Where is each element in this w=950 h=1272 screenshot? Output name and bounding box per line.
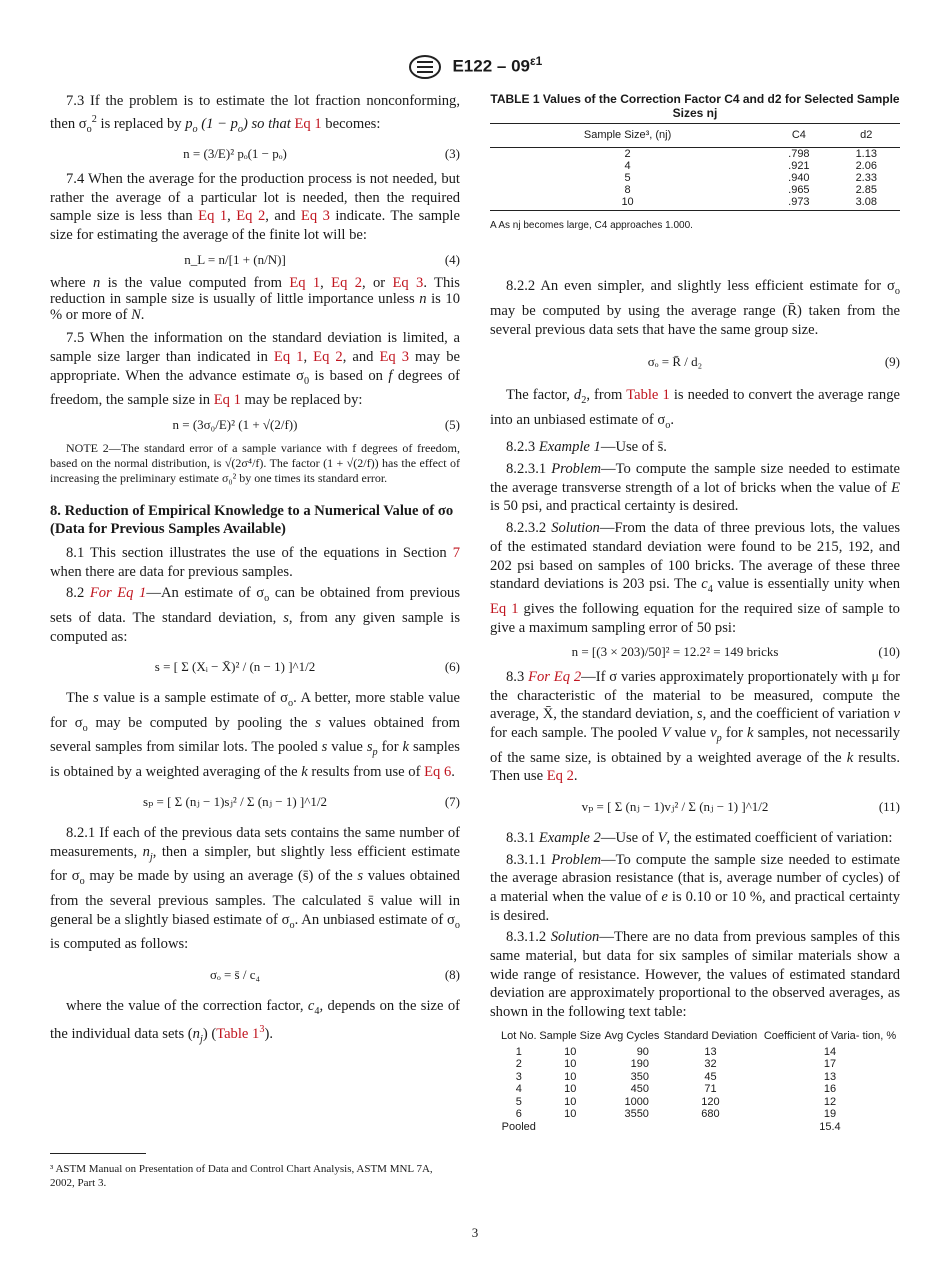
- para-8-2-2: 8.2.2 An even simpler, and slightly less efficient estimate for $\sigma_o$ may be computed by using the average range (R̄) taken from the several previous data sets that have the same group size.: [490, 278, 900, 338]
- link-eq3[interactable]: Eq 3: [392, 275, 424, 292]
- table1-caption: TABLE 1 Values of the Correction Factor C4 and d2 for Selected Sample Sizes nj: [490, 92, 900, 120]
- para-8-1: 8.1 This section illustrates the use of the equations in Section 7 when there are data for previous samples.: [50, 544, 460, 580]
- left-column: [50, 92, 460, 1053]
- table1: [490, 123, 900, 211]
- table1-header: C4: [765, 124, 832, 148]
- table1-header: d2: [833, 124, 900, 148]
- para-8-2-3-1: 8.2.3.1 Problem—To compute the sample size needed to estimate the average transverse strength of a lot of bricks when the value of E is 50 psi, and practical certainty is desired.: [490, 461, 901, 515]
- equation-3: n = (3/E)² pₒ(1 − pₒ) (3): [183, 146, 460, 162]
- table-row: 5 .940 2.33: [624, 171, 877, 184]
- para-8-2-2-factor: The factor, $d_2$, from Table 1 is needed to convert the average range into an unbiased estimate of $\sigma_o$.: [490, 387, 900, 431]
- designation: E122 – 09: [452, 56, 530, 76]
- link-eq2[interactable]: For Eq 2: [528, 668, 582, 685]
- link-eq3[interactable]: Eq 3: [379, 349, 410, 366]
- right-column: [490, 92, 900, 1133]
- para-8-2-3: 8.2.3 Example 1—Use of s̄.: [506, 439, 667, 456]
- equation-7: sₚ = [ Σ (nⱼ − 1)sⱼ² / Σ (nⱼ − 1) ]^1/2 (7): [143, 794, 460, 810]
- para-7-4: 7.4 When the average for the production process is not needed, but rather the average of a particular lot is needed, then the required sample size is less than Eq 1, Eq 2, and Eq 3 indicate. The sample size for estimating the average of the finite lot will be:: [50, 170, 460, 243]
- equation-10: n = [(3 × 203)/50]² = 12.2² = 149 bricks (10): [571, 644, 900, 660]
- table2-header: Lot No.: [501, 1029, 537, 1042]
- link-eq2[interactable]: Eq 2: [331, 275, 362, 292]
- table-row: 10 .973 3.08: [490, 196, 900, 211]
- table2-header: Coefficient of Varia- tion, %: [763, 1029, 897, 1042]
- link-eq2[interactable]: Eq 2: [313, 349, 343, 366]
- note-2: NOTE 2—The standard error of a sample variance with f degrees of freedom, based on the normal distribution, is √(2σ⁴/f). The factor (1 + √(2/f)) has the effect of increasing the preliminary estimate σ₀² by one times its standard error.: [50, 440, 460, 485]
- table-row: 1 10 90 13 14: [515, 1045, 837, 1058]
- para-8-2-1: 8.2.1 If each of the previous data sets contains the same number of measurements, $n_j$, then a simpler, but slightly less efficient estimate for $\sigma_o$ may be made by using an average (s̄) of the s values obtained from the several previous samples. The calculated s̄ value will in general be a slightly biased estimate of $\sigma_o$. An unbiased estimate of $\sigma_o$ is computed as follows:: [50, 825, 460, 953]
- table2: [500, 1030, 900, 1134]
- section-8-heading: 8. Reduction of Empirical Knowledge to a Numerical Value of σo (Data for Previous Samples Available): [50, 502, 454, 537]
- link-table1[interactable]: Table 1: [626, 387, 670, 404]
- para-8-3-1-2: 8.3.1.2 Solution—There are no data from previous samples of this same material, but data for six samples of similar materials show a wide range of resistance. However, the values of estimated standard deviation are approximately proportional to the observed averages, as shown in the following text table:: [490, 929, 900, 1021]
- equation-9: σₒ = R̄ / d₂ (9): [647, 354, 900, 370]
- link-section-7[interactable]: 7: [452, 544, 460, 561]
- footnote-rule: [50, 1153, 146, 1154]
- link-eq2[interactable]: Eq 2: [546, 768, 574, 785]
- link-eq3[interactable]: Eq 3: [300, 208, 330, 225]
- table-row: 5 10 1000 120 12: [515, 1095, 837, 1108]
- equation-5: n = (3σ₀/E)² (1 + √(2/f)) (5): [172, 417, 460, 433]
- para-8-2-1-where: where the value of the correction factor, $c_4$, depends on the size of the individual data sets $(n_j)$ (Table $1^3$).: [50, 997, 460, 1046]
- table-row: 4 10 450 71 16: [515, 1083, 837, 1096]
- table2-header: Sample Size: [539, 1029, 602, 1042]
- table-row: 8 .965 2.85: [624, 183, 877, 196]
- link-eq6[interactable]: Eq 6: [424, 763, 452, 780]
- table2-header: Avg Cycles: [604, 1029, 660, 1042]
- para-7-4-where: where n is the value computed from Eq 1, Eq 2, or Eq 3. This reduction in sample size is usually of little importance unless n is 10 % or more of N.: [50, 275, 461, 324]
- link-table1[interactable]: Table 1: [216, 1026, 260, 1043]
- page-header: [0, 54, 950, 80]
- para-8-3-1-1: 8.3.1.1 Problem—To compute the sample size needed to estimate the average abrasion resistance (that is, average number of cycles) of a material when the value of e is 0.10 or 10 %, and practical certainty is desired.: [490, 851, 901, 924]
- link-eq1[interactable]: Eq 1: [289, 275, 321, 292]
- table1-header: Sample Size³, (nj): [490, 124, 765, 148]
- astm-logo-icon: [408, 54, 442, 80]
- para-8-3: 8.3 For Eq 2—If σ varies approximately proportionately with μ for the characteristic of the material to be measured, compute the average, X̄, the standard deviation, s, and the coefficient of variation v for each sample. The pooled V value $v_p$ for k samples, not necessarily of the same size, is obtained by a weighted average of the k results. Then use Eq 2.: [490, 668, 901, 785]
- equation-8: σₒ = s̄ / c₄ (8): [209, 967, 460, 983]
- equation-6: s = [ Σ (Xᵢ − X̄)² / (n − 1) ]^1/2 (6): [154, 659, 460, 675]
- table-row: Pooled 15.4: [501, 1120, 841, 1133]
- page-number: 3: [471, 1225, 479, 1240]
- link-eq1[interactable]: Eq 1: [294, 115, 322, 132]
- table-row: 2 10 190 32 17: [515, 1058, 837, 1071]
- footnote-3: ³ ASTM Manual on Presentation of Data and Control Chart Analysis, ASTM MNL 7A, 2002, Part 3.: [50, 1163, 433, 1189]
- designation-superscript: ε1: [529, 54, 543, 68]
- link-eq1[interactable]: For Eq 1: [89, 585, 147, 602]
- link-eq1[interactable]: Eq 1: [198, 208, 228, 225]
- table-row: 2 .798 1.13: [624, 147, 877, 160]
- para-8-2-3-2: 8.2.3.2 Solution—From the data of three previous lots, the values of the estimated standard deviation were found to be 215, 192, and 202 psi based on samples of 100 bricks. The average of these three standard deviations is 203 psi. The $c_4$ value is essentially unity when Eq 1 gives the following equation for the required size of sample to give a maximum sampling error of 50 psi:: [490, 520, 901, 636]
- para-7-5: 7.5 When the information on the standard deviation is limited, a sample size larger than indicated in Eq 1, Eq 2, and Eq 3 may be appropriate. When the advance estimate $\sigma_0$ is based on f degrees of freedom, the sample size in Eq 1 may be replaced by:: [50, 330, 460, 409]
- table1-footnote: A As nj becomes large, C4 approaches 1.000.: [490, 219, 693, 231]
- link-eq1[interactable]: Eq 1: [490, 600, 519, 617]
- para-8-2-pooled: The s value is a sample estimate of $\sigma_o$. A better, more stable value for $\sigma_o$ may be computed by pooling the s values obtained from several samples from similar lots. The pooled s value $s_p$ for k samples is obtained by a weighted averaging of the k results from use of Eq 6.: [50, 689, 461, 780]
- table-row: 6 10 3550 680 19: [515, 1108, 837, 1121]
- table-row: 3 10 350 45 13: [515, 1070, 837, 1083]
- equation-4: n_L = n/[1 + (n/N)] (4): [184, 251, 460, 267]
- link-eq2[interactable]: Eq 2: [236, 208, 266, 225]
- link-eq1[interactable]: Eq 1: [273, 349, 304, 366]
- para-7-3: 7.3 If the problem is to estimate the lot fraction nonconforming, then $\sigma_o^2$ is replaced by $p_o$ $(1 - p_o)$ so that Eq 1 becomes:: [50, 93, 460, 135]
- para-8-3-1: 8.3.1 Example 2—Use of V, the estimated coefficient of variation:: [506, 829, 893, 846]
- table-row: 4 .921 2.06: [624, 159, 877, 172]
- link-eq1[interactable]: Eq 1: [213, 392, 241, 409]
- table2-header: Standard Deviation: [663, 1029, 758, 1042]
- para-8-2: 8.2 For Eq 1—An estimate of $\sigma_o$ can be obtained from previous sets of data. The standard deviation, s, from any given sample is computed as:: [50, 585, 461, 645]
- equation-11: vₚ = [ Σ (nⱼ − 1)vⱼ² / Σ (nⱼ − 1) ]^1/2 (11): [581, 799, 900, 815]
